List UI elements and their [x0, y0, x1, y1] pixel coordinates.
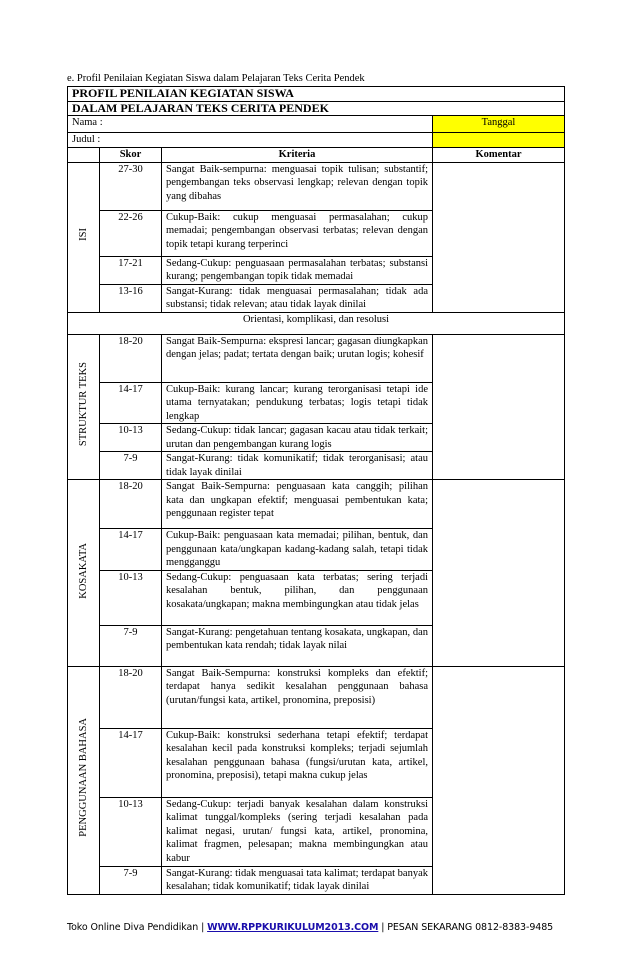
criteria-cell: Sangat Baik-Sempurna: penguasaan kata canggih; pilihan kata dan ungkapan efektif; menguasai pembentukan kata; penggunaan register tepat	[162, 480, 433, 529]
score-cell: 7-9	[100, 452, 162, 480]
category-struktur-label: STRUKTUR TEKS	[77, 362, 89, 447]
header-empty-cell	[68, 147, 100, 162]
criteria-cell: Cukup-Baik: cukup menguasai permasalahan; cukup memadai; pengembangan observasi terbatas; relevan dengan topik tetapi kurang terperinci	[162, 210, 433, 256]
criteria-cell: Sangat-Kurang: pengetahuan tentang kosakata, ungkapan, dan pembentukan kata rendah; tidak layak nilai	[162, 625, 433, 666]
criteria-cell: Sangat Baik-Sempurna: konstruksi kompleks dan efektif; terdapat hanya sedikit kesalahan penggunaan bahasa (urutan/fungsi kata, artikel, pronomina, preposisi)	[162, 666, 433, 728]
footer-website-link[interactable]: WWW.RPPKURIKULUM2013.COM	[207, 922, 379, 933]
comment-cell-bahasa[interactable]	[433, 666, 565, 894]
comment-cell-struktur[interactable]	[433, 334, 565, 480]
criteria-cell: Cukup-Baik: kurang lancar; kurang terorganisasi tetapi ide utama ternyatakan; pendukung terbatas; logis tetapi tidak lengkap	[162, 382, 433, 424]
criteria-cell: Sedang-Cukup: terjadi banyak kesalahan dalam konstruksi kalimat tunggal/kompleks (sering terjadi kesalahan pada kalimat negasi, urutan/ fungsi kata, artikel, pronomina, kalimat fragmen, pelesapan; makna membingungkan atau kabur	[162, 797, 433, 866]
nama-field[interactable]: Nama :	[68, 116, 433, 133]
footer-prefix: Toko Online Diva Pendidikan |	[67, 922, 208, 933]
score-cell: 18-20	[100, 334, 162, 382]
score-cell: 7-9	[100, 625, 162, 666]
table-title-line2: DALAM PELAJARAN TEKS CERITA PENDEK	[68, 101, 565, 116]
score-cell: 27-30	[100, 162, 162, 210]
score-cell: 10-13	[100, 570, 162, 625]
criteria-cell: Cukup-Baik: konstruksi sederhana tetapi efektif; terdapat kesalahan kecil pada konstruksi kompleks; terjadi sejumlah kesalahan penggunaan bahasa (fungsi/urutan kata, artikel, pronomina, preposisi), tetapi makna cukup jelas	[162, 728, 433, 797]
score-cell: 14-17	[100, 728, 162, 797]
score-cell: 18-20	[100, 480, 162, 529]
criteria-cell: Sangat-Kurang: tidak menguasai tata kalimat; terdapat banyak kesalahan; tidak komunikatif; tidak layak dinilai	[162, 866, 433, 894]
judul-field[interactable]: Judul :	[68, 133, 433, 148]
criteria-cell: Sedang-Cukup: tidak lancar; gagasan kacau atau tidak terkait; urutan dan pengembangan kurang logis	[162, 424, 433, 452]
score-cell: 10-13	[100, 424, 162, 452]
criteria-cell: Cukup-Baik: penguasaan kata memadai; pilihan, bentuk, dan penggunaan kata/ungkapan kadang-kadang salah, tetapi tidak mengganggu	[162, 529, 433, 571]
tanggal-value-cell[interactable]	[433, 133, 565, 148]
tanggal-field[interactable]: Tanggal	[433, 116, 565, 133]
category-isi	[68, 162, 100, 312]
table-caption: e. Profil Penilaian Kegiatan Siswa dalam Pelajaran Teks Cerita Pendek	[67, 73, 365, 84]
criteria-cell: Sangat-Kurang: tidak menguasai permasalahan; tidak ada substansi; tidak relevan; atau tidak layak dinilai	[162, 284, 433, 312]
header-komentar: Komentar	[433, 147, 565, 162]
header-kriteria: Kriteria	[162, 147, 433, 162]
score-cell: 18-20	[100, 666, 162, 728]
criteria-cell: Sangat Baik-sempurna: menguasai topik tulisan; substantif; pengembangan teks observasi lengkap; relevan dengan topik yang dibahas	[162, 162, 433, 210]
category-kosakata-label: KOSAKATA	[77, 542, 89, 599]
page-footer	[67, 922, 553, 933]
score-cell: 14-17	[100, 382, 162, 424]
header-skor: Skor	[100, 147, 162, 162]
score-cell: 14-17	[100, 529, 162, 571]
footer-suffix: | PESAN SEKARANG 0812-8383-9485	[378, 922, 554, 933]
category-bahasa-label: PENGGUNAAN BAHASA	[77, 718, 89, 838]
category-kosakata	[68, 480, 100, 667]
category-bahasa	[68, 666, 100, 894]
criteria-cell: Sedang-Cukup: penguasaan permasalahan terbatas; substansi kurang; pengembangan topik tidak memadai	[162, 256, 433, 284]
score-cell: 13-16	[100, 284, 162, 312]
category-isi-label: ISI	[77, 228, 89, 242]
score-cell: 17-21	[100, 256, 162, 284]
score-cell: 7-9	[100, 866, 162, 894]
comment-cell-kosakata[interactable]	[433, 480, 565, 667]
criteria-cell: Sangat Baik-Sempurna: ekspresi lancar; gagasan diungkapkan dengan jelas; padat; tertata dengan baik; urutan logis; kohesif	[162, 334, 433, 382]
assessment-rubric-table	[67, 86, 565, 895]
score-cell: 10-13	[100, 797, 162, 866]
score-cell: 22-26	[100, 210, 162, 256]
criteria-cell: Sedang-Cukup: penguasaan kata terbatas; sering terjadi kesalahan bentuk, pilihan, dan penggunaan kosakata/ungkapan; makna membingungkan atau tidak jelas	[162, 570, 433, 625]
orientasi-row: Orientasi, komplikasi, dan resolusi	[68, 312, 565, 334]
comment-cell-isi[interactable]	[433, 162, 565, 312]
table-title-line1: PROFIL PENILAIAN KEGIATAN SISWA	[68, 87, 565, 102]
category-struktur	[68, 334, 100, 480]
criteria-cell: Sangat-Kurang: tidak komunikatif; tidak terorganisasi; atau tidak layak dinilai	[162, 452, 433, 480]
